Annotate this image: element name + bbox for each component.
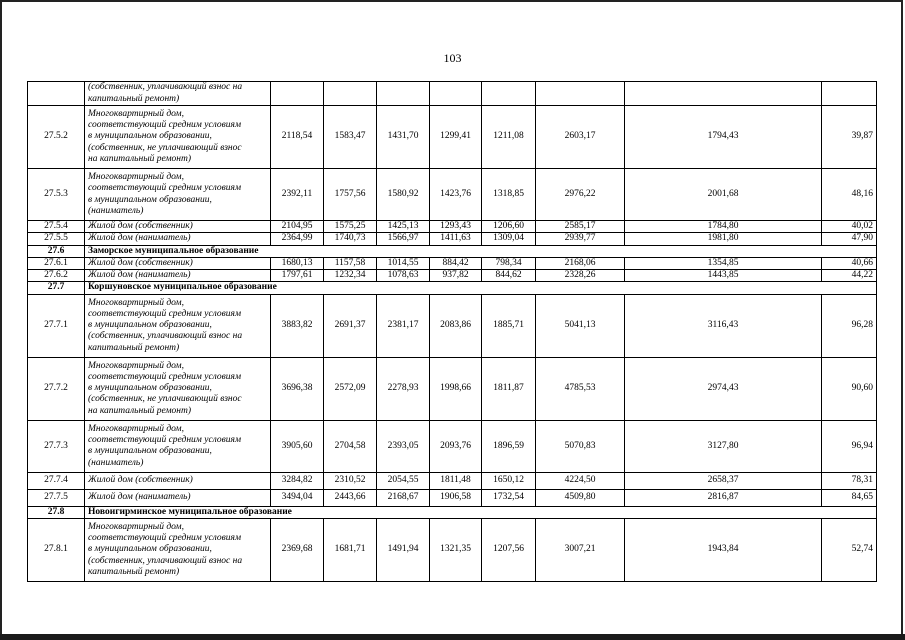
section-row	[28, 282, 877, 294]
value-cell-6: 2328,26	[536, 270, 625, 282]
table-row	[28, 82, 877, 106]
value-cell-5: 1885,71	[482, 294, 536, 357]
value-cell-3: 2278,93	[377, 357, 430, 420]
value-cell-4: 1998,66	[430, 357, 482, 420]
value-cell-7: 2658,37	[625, 472, 822, 489]
table-row	[28, 233, 877, 245]
section-row	[28, 245, 877, 257]
value-cell-4: 1293,43	[430, 221, 482, 233]
description-line: соответствующий средним условиям	[88, 120, 242, 131]
value-cell-1: 2118,54	[271, 106, 324, 169]
description-line: (собственник, не уплачивающий взнос	[88, 394, 242, 405]
value-cell-8: 84,65	[822, 489, 877, 506]
table-row	[28, 472, 877, 489]
section-title: Коршуновское муниципальное образование	[85, 282, 877, 294]
page-number: 103	[443, 51, 462, 65]
description-line: в муниципальном образовании,	[88, 544, 212, 555]
value-cell-4: 1423,76	[430, 169, 482, 221]
section-title: Новоигирминское муниципальное образование	[85, 506, 877, 518]
value-cell-3: 1078,63	[377, 270, 430, 282]
value-cell-7: 1981,80	[625, 233, 822, 245]
table-row	[28, 294, 877, 357]
value-cell-5: 1732,54	[482, 489, 536, 506]
row-code: 27.6.1	[28, 257, 85, 269]
value-cell-5: 1318,85	[482, 169, 536, 221]
row-description	[85, 169, 271, 221]
value-cell-6: 5070,83	[536, 420, 625, 472]
value-cell-4: 2083,86	[430, 294, 482, 357]
value-cell-3: 1491,94	[377, 519, 430, 582]
description-line: (наниматель)	[88, 205, 144, 216]
value-cell-6: 5041,13	[536, 294, 625, 357]
value-cell-2: 2310,52	[324, 472, 377, 489]
description-line: соответствующий средним условиям	[88, 183, 242, 194]
row-description	[85, 257, 271, 269]
value-cell-2: 1583,47	[324, 106, 377, 169]
value-cell-1: 1680,13	[271, 257, 324, 269]
value-cell-6: 4224,50	[536, 472, 625, 489]
value-cell-8: 96,28	[822, 294, 877, 357]
description-line: в муниципальном образовании,	[88, 131, 212, 142]
value-cell-5: 1309,04	[482, 233, 536, 245]
value-cell-7: 1794,43	[625, 106, 822, 169]
value-cell-3: 1425,13	[377, 221, 430, 233]
value-cell-2: 1157,58	[324, 257, 377, 269]
value-cell-5: 1811,87	[482, 357, 536, 420]
description-line: Многоквартирный дом,	[88, 297, 184, 308]
value-cell-3: 1014,55	[377, 257, 430, 269]
table-row	[28, 257, 877, 269]
value-cell-6: 2603,17	[536, 106, 625, 169]
table-row	[28, 106, 877, 169]
value-cell-2	[324, 82, 377, 106]
value-cell-5: 844,62	[482, 270, 536, 282]
value-cell-3: 2054,55	[377, 472, 430, 489]
value-cell-5: 1650,12	[482, 472, 536, 489]
tariff-table	[27, 81, 877, 582]
row-code: 27.8	[28, 506, 85, 518]
description-line: Жилой дом (наниматель)	[88, 233, 191, 244]
value-cell-2: 1232,34	[324, 270, 377, 282]
value-cell-8: 48,16	[822, 169, 877, 221]
row-code: 27.5.4	[28, 221, 85, 233]
value-cell-2: 2572,09	[324, 357, 377, 420]
value-cell-8: 39,87	[822, 106, 877, 169]
value-cell-7: 1943,84	[625, 519, 822, 582]
value-cell-7: 3116,43	[625, 294, 822, 357]
value-cell-4: 1811,48	[430, 472, 482, 489]
row-code: 27.7.1	[28, 294, 85, 357]
row-description	[85, 82, 271, 106]
row-description	[85, 357, 271, 420]
value-cell-6: 4785,53	[536, 357, 625, 420]
row-code: 27.7.4	[28, 472, 85, 489]
value-cell-1: 2364,99	[271, 233, 324, 245]
value-cell-7: 2816,87	[625, 489, 822, 506]
value-cell-3	[377, 82, 430, 106]
value-cell-1: 2104,95	[271, 221, 324, 233]
row-description	[85, 420, 271, 472]
description-line: (собственник, уплачивающий взнос на	[88, 331, 243, 342]
value-cell-4: 1906,58	[430, 489, 482, 506]
value-cell-8: 40,02	[822, 221, 877, 233]
row-code	[28, 82, 85, 106]
description-line: соответствующий средним условиям	[88, 308, 242, 319]
value-cell-6: 2168,06	[536, 257, 625, 269]
table-row	[28, 357, 877, 420]
value-cell-8: 90,60	[822, 357, 877, 420]
description-line: в муниципальном образовании,	[88, 446, 212, 457]
value-cell-7: 1354,85	[625, 257, 822, 269]
description-line: капитальный ремонт)	[88, 567, 180, 578]
value-cell-8: 40,66	[822, 257, 877, 269]
value-cell-3: 2381,17	[377, 294, 430, 357]
value-cell-2: 1575,25	[324, 221, 377, 233]
table-row	[28, 270, 877, 282]
row-description	[85, 221, 271, 233]
value-cell-5: 1207,56	[482, 519, 536, 582]
value-cell-1: 1797,61	[271, 270, 324, 282]
description-line: Многоквартирный дом,	[88, 360, 184, 371]
value-cell-8: 52,74	[822, 519, 877, 582]
row-description	[85, 519, 271, 582]
row-code: 27.7	[28, 282, 85, 294]
row-code: 27.7.2	[28, 357, 85, 420]
value-cell-5: 1211,08	[482, 106, 536, 169]
table-row	[28, 221, 877, 233]
row-code: 27.6.2	[28, 270, 85, 282]
value-cell-1: 3696,38	[271, 357, 324, 420]
row-code: 27.7.5	[28, 489, 85, 506]
description-line: (собственник, уплачивающий взнос на	[88, 555, 243, 566]
value-cell-4: 1411,63	[430, 233, 482, 245]
section-row	[28, 506, 877, 518]
row-description	[85, 489, 271, 506]
value-cell-7: 2974,43	[625, 357, 822, 420]
description-line: капитальный ремонт)	[88, 342, 180, 353]
value-cell-6: 4509,80	[536, 489, 625, 506]
table-row	[28, 489, 877, 506]
value-cell-4	[430, 82, 482, 106]
value-cell-1: 3284,82	[271, 472, 324, 489]
table-row	[28, 169, 877, 221]
value-cell-1: 3905,60	[271, 420, 324, 472]
description-line: Жилой дом (собственник)	[88, 475, 193, 486]
section-title: Заморское муниципальное образование	[85, 245, 877, 257]
description-line: Многоквартирный дом,	[88, 423, 184, 434]
value-cell-4: 884,42	[430, 257, 482, 269]
value-cell-6: 2939,77	[536, 233, 625, 245]
value-cell-5: 798,34	[482, 257, 536, 269]
row-code: 27.5.2	[28, 106, 85, 169]
value-cell-8: 78,31	[822, 472, 877, 489]
value-cell-8: 96,94	[822, 420, 877, 472]
value-cell-6: 2976,22	[536, 169, 625, 221]
table-row	[28, 519, 877, 582]
value-cell-7: 1443,85	[625, 270, 822, 282]
value-cell-5: 1206,60	[482, 221, 536, 233]
row-code: 27.5.3	[28, 169, 85, 221]
value-cell-2: 1740,73	[324, 233, 377, 245]
value-cell-2: 1681,71	[324, 519, 377, 582]
value-cell-2: 2704,58	[324, 420, 377, 472]
description-line: Жилой дом (наниматель)	[88, 270, 191, 281]
value-cell-8: 47,90	[822, 233, 877, 245]
value-cell-1	[271, 82, 324, 106]
value-cell-3: 2393,05	[377, 420, 430, 472]
table-body	[28, 82, 877, 582]
description-line: соответствующий средним условиям	[88, 533, 242, 544]
value-cell-5: 1896,59	[482, 420, 536, 472]
description-line: Многоквартирный дом,	[88, 108, 184, 119]
description-line: в муниципальном образовании,	[88, 383, 212, 394]
value-cell-1: 2369,68	[271, 519, 324, 582]
value-cell-7: 3127,80	[625, 420, 822, 472]
row-description	[85, 294, 271, 357]
value-cell-1: 3883,82	[271, 294, 324, 357]
value-cell-8	[822, 82, 877, 106]
scan-edge	[0, 634, 905, 640]
description-line: соответствующий средним условиям	[88, 371, 242, 382]
table-row	[28, 420, 877, 472]
value-cell-4: 1321,35	[430, 519, 482, 582]
value-cell-8: 44,22	[822, 270, 877, 282]
row-code: 27.6	[28, 245, 85, 257]
description-line: Жилой дом (собственник)	[88, 221, 193, 231]
value-cell-3: 1431,70	[377, 106, 430, 169]
row-description	[85, 472, 271, 489]
description-line: соответствующий средним условиям	[88, 434, 242, 445]
description-line: на капитальный ремонт)	[88, 405, 192, 416]
description-line: (наниматель)	[88, 457, 144, 468]
value-cell-5	[482, 82, 536, 106]
description-line: Жилой дом (наниматель)	[88, 492, 191, 503]
value-cell-2: 2443,66	[324, 489, 377, 506]
description-line: капитальный ремонт)	[88, 93, 180, 104]
value-cell-4: 937,82	[430, 270, 482, 282]
row-description	[85, 270, 271, 282]
value-cell-6: 3007,21	[536, 519, 625, 582]
value-cell-6	[536, 82, 625, 106]
description-line: на капитальный ремонт)	[88, 153, 192, 164]
row-code: 27.8.1	[28, 519, 85, 582]
description-line: (собственник, уплачивающий взнос на	[88, 82, 243, 93]
value-cell-1: 2392,11	[271, 169, 324, 221]
row-code: 27.5.5	[28, 233, 85, 245]
description-line: Многоквартирный дом,	[88, 521, 184, 532]
row-description	[85, 106, 271, 169]
description-line: в муниципальном образовании,	[88, 194, 212, 205]
value-cell-6: 2585,17	[536, 221, 625, 233]
value-cell-2: 2691,37	[324, 294, 377, 357]
description-line: в муниципальном образовании,	[88, 320, 212, 331]
value-cell-4: 2093,76	[430, 420, 482, 472]
row-code: 27.7.3	[28, 420, 85, 472]
value-cell-3: 1566,97	[377, 233, 430, 245]
value-cell-3: 1580,92	[377, 169, 430, 221]
value-cell-3: 2168,67	[377, 489, 430, 506]
value-cell-1: 3494,04	[271, 489, 324, 506]
value-cell-2: 1757,56	[324, 169, 377, 221]
value-cell-7: 1784,80	[625, 221, 822, 233]
row-description	[85, 233, 271, 245]
value-cell-7	[625, 82, 822, 106]
description-line: Многоквартирный дом,	[88, 171, 184, 182]
description-line: Жилой дом (собственник)	[88, 257, 193, 268]
description-line: (собственник, не уплачивающий взнос	[88, 142, 242, 153]
value-cell-4: 1299,41	[430, 106, 482, 169]
value-cell-7: 2001,68	[625, 169, 822, 221]
